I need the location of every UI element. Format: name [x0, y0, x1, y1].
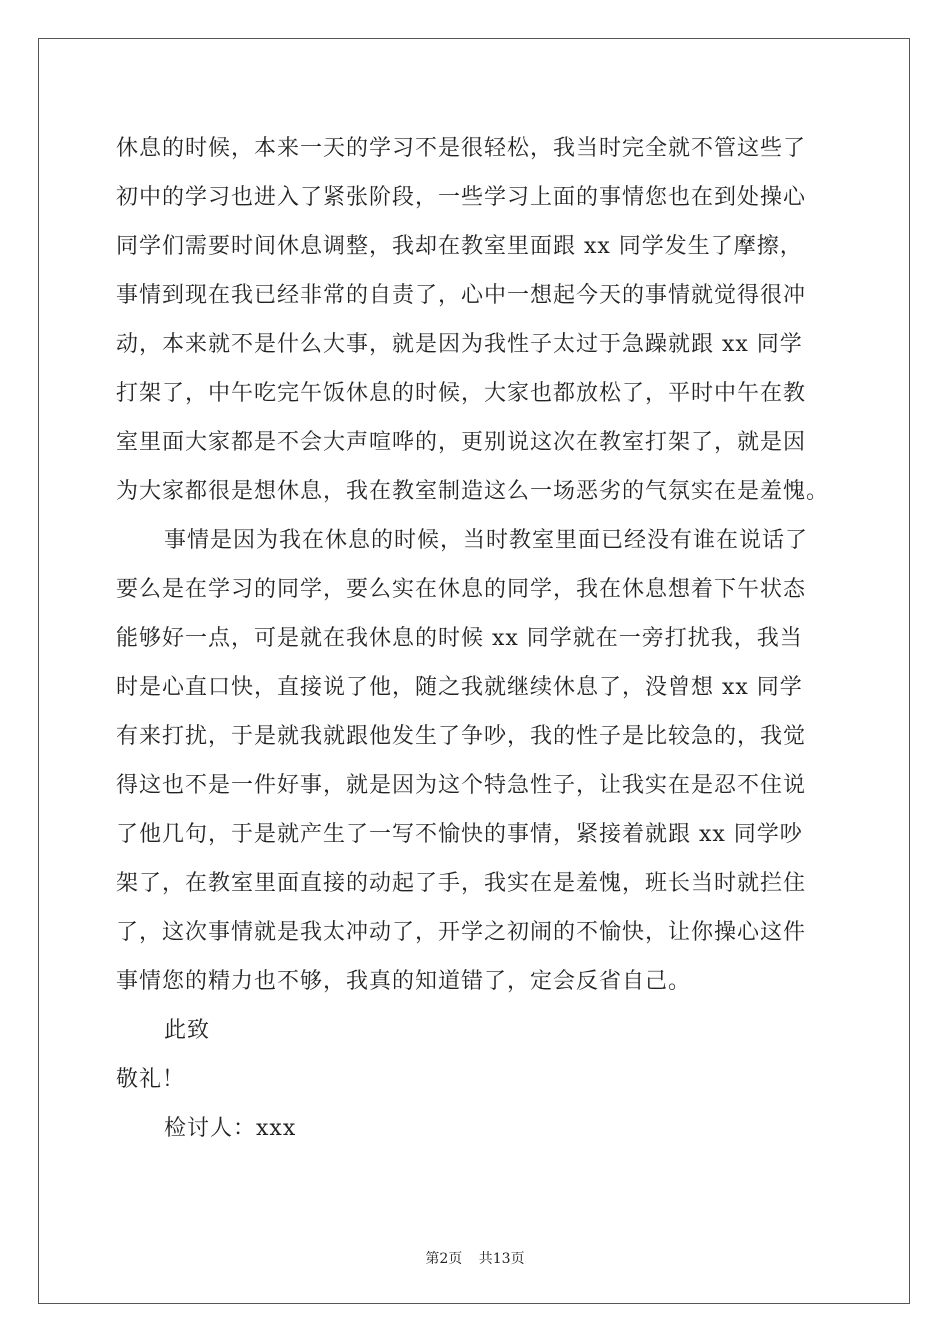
paragraph-2 — [116, 516, 856, 1006]
page-number: 第2页 — [425, 1251, 463, 1267]
text-line: 架了，在教室里面直接的动起了手，我实在是羞愧，班长当时就拦住 — [116, 871, 807, 896]
text-line: 有来打扰，于是就我就跟他发生了争吵，我的性子是比较急的，我觉 — [116, 724, 807, 749]
text-line: 室里面大家都是不会大声喧哗的，更别说这次在教室打架了，就是因 — [116, 430, 807, 455]
page-total: 共13页 — [478, 1251, 525, 1267]
text-line: 要么是在学习的同学，要么实在休息的同学，我在休息想着下午状态 — [116, 577, 807, 602]
text-line: 能够好一点，可是就在我休息的时候 xx 同学就在一旁打扰我，我当 — [116, 626, 803, 651]
text-line: 事情到现在我已经非常的自责了，心中一想起今天的事情就觉得很冲 — [116, 283, 807, 308]
text-line: 为大家都很是想休息，我在教室制造这么一场恶劣的气氛实在是羞愧。 — [116, 479, 830, 504]
page-footer — [0, 1248, 950, 1268]
salute-line: 敬礼！ — [116, 1067, 186, 1092]
closing-line: 此致 — [164, 1018, 211, 1043]
text-line: 得这也不是一件好事，就是因为这个特急性子，让我实在是忍不住说 — [116, 773, 807, 798]
document-body — [116, 124, 856, 1153]
text-line: 事情是因为我在休息的时候，当时教室里面已经没有谁在说话了 — [164, 528, 809, 553]
text-line: 事情您的精力也不够，我真的知道错了，定会反省自己。 — [116, 969, 692, 994]
text-line: 打架了，中午吃完午饭休息的时候，大家也都放松了，平时中午在教 — [116, 381, 807, 406]
text-line: 了他几句，于是就产生了一写不愉快的事情，紧接着就跟 xx 同学吵 — [116, 822, 803, 847]
text-line: 时是心直口快，直接说了他，随之我就继续休息了，没曾想 xx 同学 — [116, 675, 803, 700]
text-line: 初中的学习也进入了紧张阶段，一些学习上面的事情您也在到处操心 — [116, 185, 807, 210]
text-line: 了，这次事情就是我太冲动了，开学之初闹的不愉快，让你操心这件 — [116, 920, 807, 945]
text-line: 同学们需要时间休息调整，我却在教室里面跟 xx 同学发生了摩擦， — [116, 234, 803, 259]
text-line: 休息的时候，本来一天的学习不是很轻松，我当时完全就不管这些了 — [116, 136, 807, 161]
text-line: 动，本来就不是什么大事，就是因为我性子太过于急躁就跟 xx 同学 — [116, 332, 803, 357]
signature-line: 检讨人：xxx — [164, 1116, 297, 1141]
paragraph-1 — [116, 124, 856, 516]
